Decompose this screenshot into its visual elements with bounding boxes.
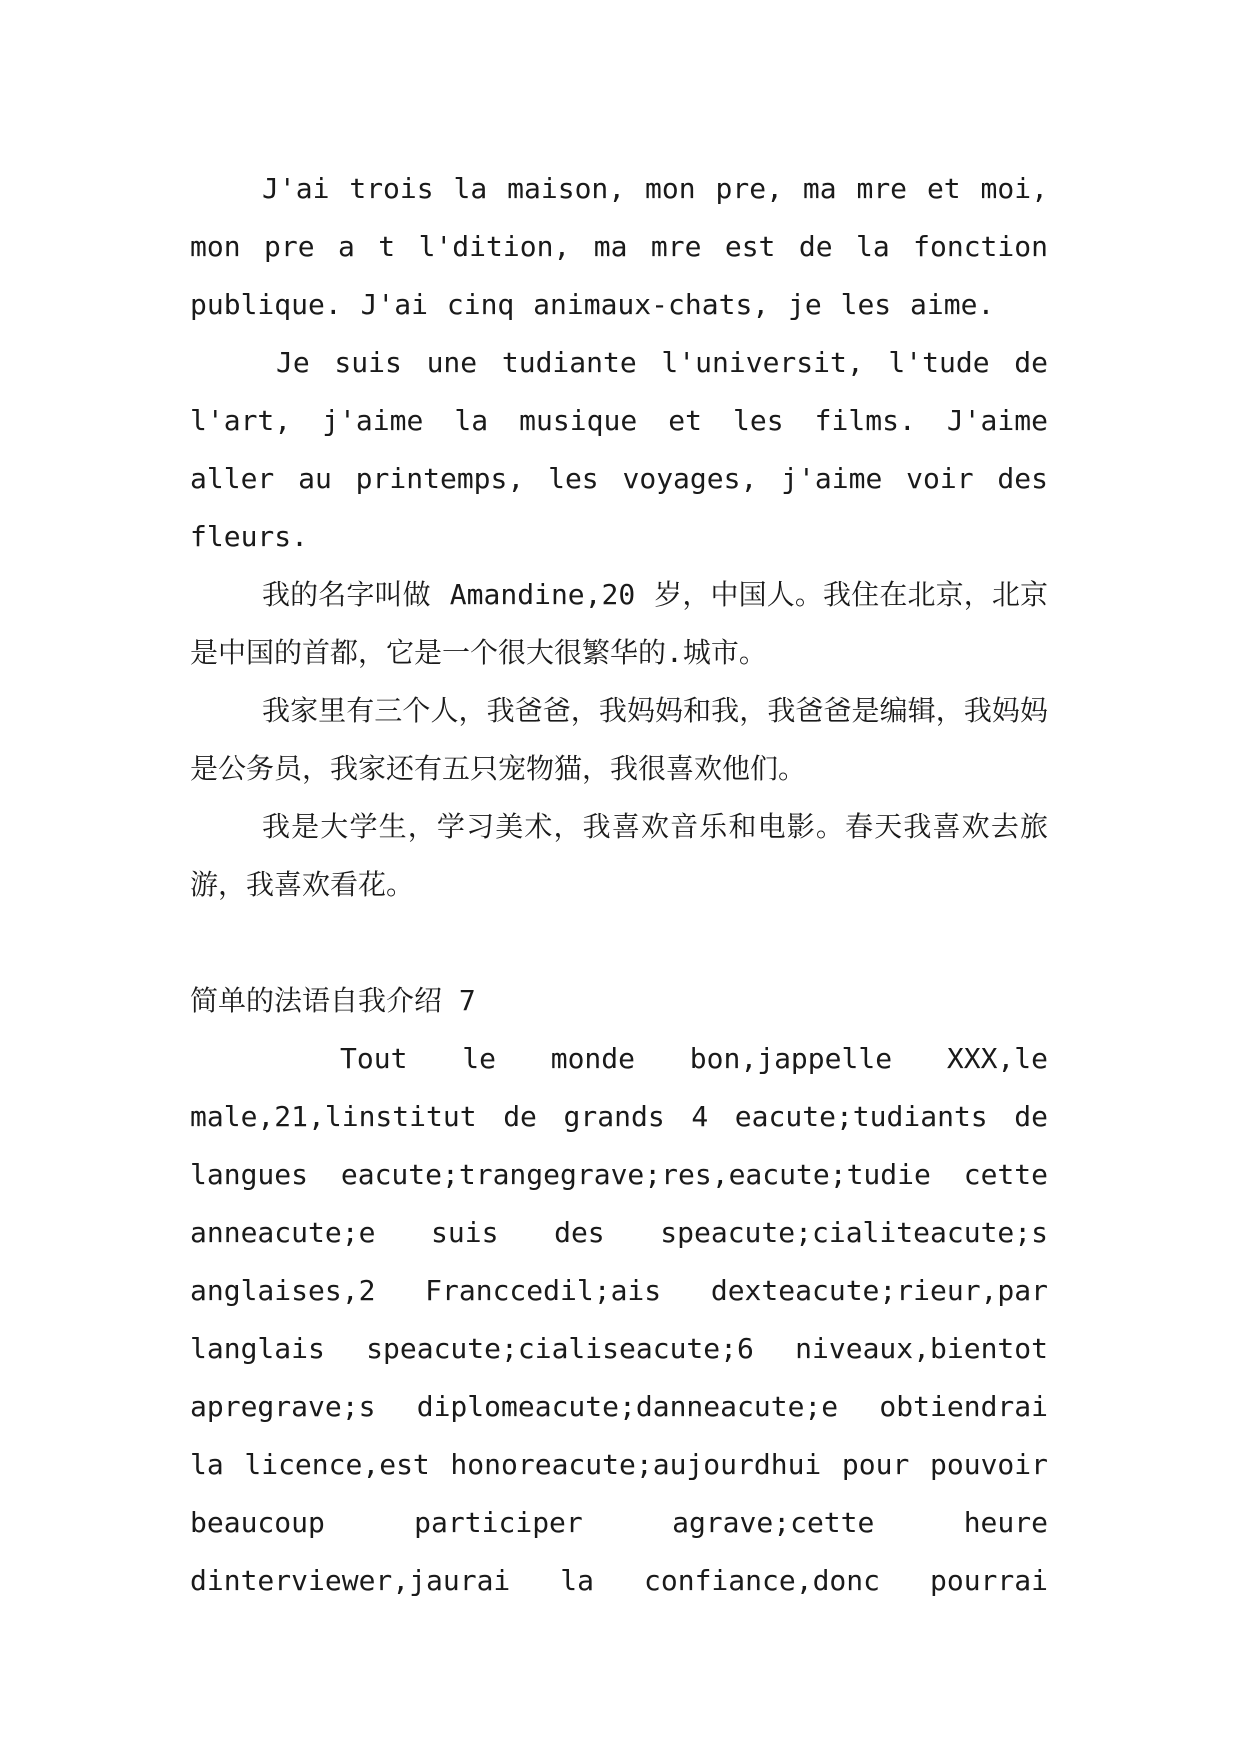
paragraph-name-zh: 我的名字叫做 Amandine,20 岁，中国人。我住在北京，北京是中国的首都，它是一个很大很繁华的.城市。	[190, 578, 1048, 669]
paragraph-student-fr: Je suis une tudiante l'universit, l'tude de l'art, j'aime la musique et les films. J'aime aller au printemps, les voyages, j'aime voir des fleurs.	[190, 346, 1048, 553]
document-body	[190, 160, 1048, 1610]
paragraph-student-zh: 我是大学生，学习美术，我喜欢音乐和电影。春天我喜欢去旅游，我喜欢看花。	[190, 810, 1048, 901]
paragraph-family-fr: J'ai trois la maison, mon pre, ma mre et moi, mon pre a t l'dition, ma mre est de la fonction publique. J'ai cinq animaux-chats, je les aime.	[190, 172, 1048, 321]
paragraph-interview-fr: Tout le monde bon,jappelle XXX,le male,21,linstitut de grands 4 eacute;tudiants de langues eacute;trangegrave;res,eacute;tudie cette anneacute;e suis des speacute;cialiteacute;s anglaises,2 Franccedil;ais dexteacute;rieur,par langlais speacute;cialiseacute;6 niveaux,bientot apregrave;s diplomeacute;danneacute;e obtiendrai la licence,est honoreacute;aujourdhui pour pouvoir beaucoup participer agrave;cette heure dinterviewer,jaurai la confiance,donc pourrai	[190, 1042, 1048, 1597]
section-heading: 简单的法语自我介绍 7	[190, 984, 476, 1017]
paragraph-family-zh: 我家里有三个人，我爸爸，我妈妈和我，我爸爸是编辑，我妈妈是公务员，我家还有五只宠物猫，我很喜欢他们。	[190, 694, 1048, 785]
